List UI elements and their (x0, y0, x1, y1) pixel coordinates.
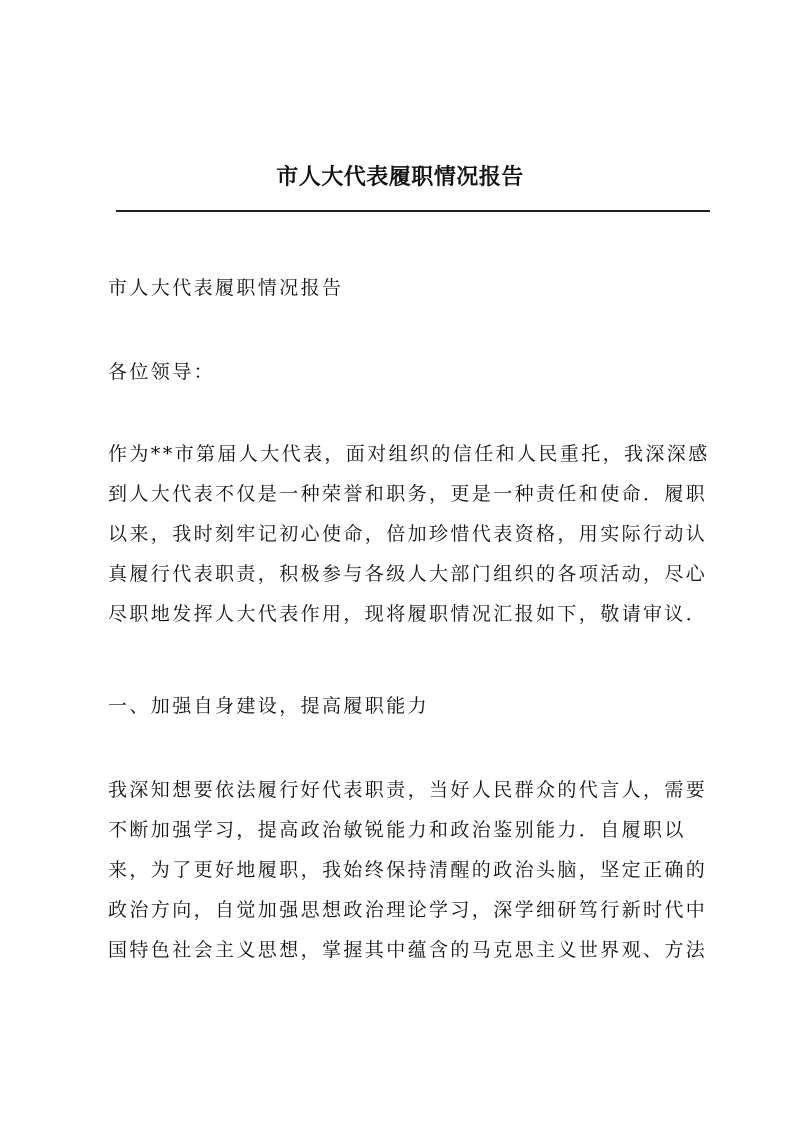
section-paragraph (108, 770, 714, 970)
title-underline (116, 210, 710, 212)
paragraph-line: 真履行代表职责，积极参与各级人大部门组织的各项活动，尽心 (108, 563, 708, 585)
section-heading: 一、加强自身建设，提高履职能力 (108, 695, 430, 717)
intro-paragraph (108, 434, 714, 634)
paragraph-line: 政治方向，自觉加强思想政治理论学习，深学细研笃行新时代中 (108, 899, 708, 921)
paragraph-line: 国特色社会主义思想，掌握其中蕴含的马克思主义世界观、方法 (108, 939, 708, 961)
paragraph-line: 作为**市第届人大代表，面对组织的信任和人民重托，我深深感 (108, 443, 710, 465)
document-title: 市人大代表履职情况报告 (276, 165, 524, 190)
paragraph-line: 到人大代表不仅是一种荣誉和职务，更是一种责任和使命．履职 (108, 483, 708, 505)
paragraph-line: 以来，我时刻牢记初心使命，倍加珍惜代表资格，用实际行动认 (108, 523, 708, 545)
paragraph-line: 尽职地发挥人大代表作用，现将履职情况汇报如下，敬请审议． (108, 603, 708, 625)
salutation: 各位领导： (108, 361, 216, 383)
paragraph-line: 来，为了更好地履职，我始终保持清醒的政治头脑，坚定正确的 (108, 859, 708, 881)
paragraph-line: 不断加强学习，提高政治敏锐能力和政治鉴别能力．自履职以 (108, 819, 686, 841)
document-heading: 市人大代表履职情况报告 (108, 277, 344, 299)
paragraph-line: 我深知想要依法履行好代表职责，当好人民群众的代言人，需要 (108, 779, 708, 801)
